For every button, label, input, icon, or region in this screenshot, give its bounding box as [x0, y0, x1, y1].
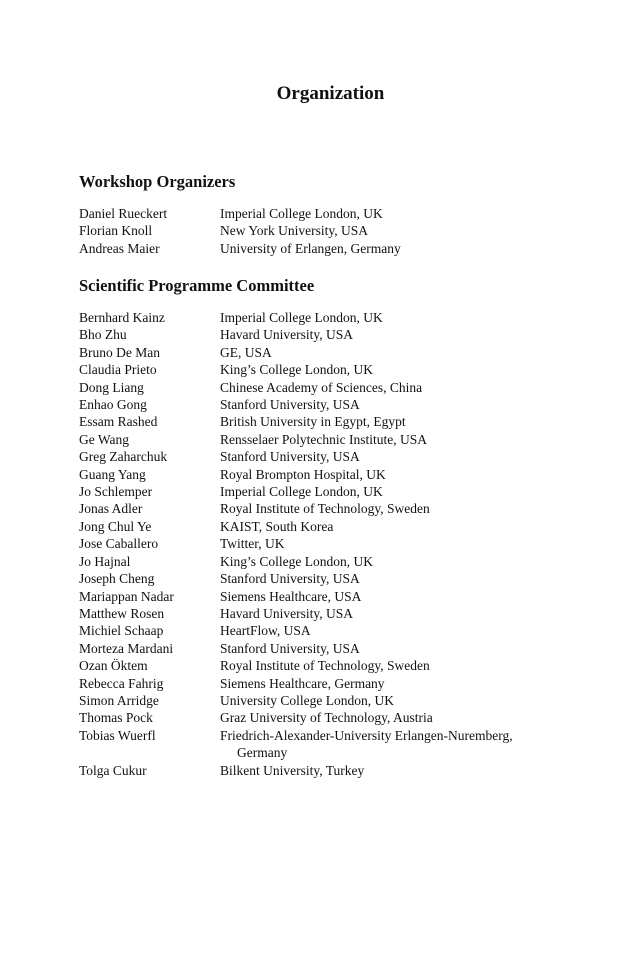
member-row [79, 240, 559, 257]
member-name: Michiel Schaap [79, 623, 164, 639]
member-name: Enhao Gong [79, 397, 147, 413]
member-row [79, 326, 559, 343]
member-affiliation: Siemens Healthcare, Germany [220, 675, 385, 691]
member-affiliation: British University in Egypt, Egypt [220, 414, 406, 430]
member-name: Thomas Pock [79, 710, 153, 726]
member-row [79, 675, 559, 692]
member-name: Jo Hajnal [79, 553, 131, 569]
member-row [79, 222, 559, 239]
member-affiliation: Havard University, USA [220, 605, 353, 621]
member-affiliation: Imperial College London, UK [220, 206, 383, 221]
member-name: Jong Chul Ye [79, 518, 152, 534]
member-name: Florian Knoll [79, 223, 153, 239]
member-affiliation: Graz University of Technology, Austria [220, 710, 433, 726]
scientific-committee-heading: Scientific Programme Committee [79, 276, 315, 295]
member-row [79, 588, 559, 605]
member-affiliation: GE, USA [220, 344, 272, 360]
member-row [79, 309, 559, 326]
member-row [79, 483, 559, 500]
scientific-committee-section [79, 276, 559, 779]
member-affiliation: KAIST, South Korea [220, 518, 334, 534]
member-affiliation: Twitter, UK [220, 536, 285, 552]
member-name: Essam Rashed [79, 414, 158, 430]
member-affiliation: HeartFlow, USA [220, 623, 311, 639]
member-affiliation: New York University, USA [220, 223, 369, 239]
member-row [79, 709, 559, 726]
member-row [79, 344, 559, 361]
member-row [79, 448, 559, 465]
member-affiliation: Havard University, USA [220, 327, 353, 343]
member-row [79, 657, 559, 674]
member-name: Tolga Cukur [79, 762, 147, 778]
scientific-committee-list [79, 309, 559, 779]
member-name: Jo Schlemper [79, 484, 153, 500]
member-affiliation: Stanford University, USA [220, 397, 360, 413]
workshop-organizers-list [79, 205, 559, 257]
member-name: Bruno De Man [79, 344, 160, 360]
member-row [79, 640, 559, 657]
member-affiliation: Stanford University, USA [220, 571, 360, 587]
member-affiliation: Royal Institute of Technology, Sweden [220, 501, 430, 517]
member-name: Rebecca Fahrig [79, 675, 164, 691]
member-affiliation: King’s College London, UK [220, 553, 373, 569]
member-affiliation: Friedrich-Alexander-University Erlangen-Nuremberg, Germany [220, 727, 513, 761]
member-row [79, 727, 559, 762]
member-affiliation: Royal Institute of Technology, Sweden [220, 658, 430, 674]
member-affiliation: University of Erlangen, Germany [220, 240, 401, 256]
member-affiliation: Rensselaer Polytechnic Institute, USA [220, 431, 427, 447]
member-name: Andreas Maier [79, 240, 160, 256]
workshop-organizers-section [79, 172, 559, 257]
member-row [79, 535, 559, 552]
member-affiliation: Imperial College London, UK [220, 484, 383, 500]
member-row [79, 622, 559, 639]
member-name: Bho Zhu [79, 327, 127, 343]
member-name: Jonas Adler [79, 501, 143, 517]
member-affiliation: Siemens Healthcare, USA [220, 588, 362, 604]
member-name: Joseph Cheng [79, 571, 155, 587]
member-name: Guang Yang [79, 466, 146, 482]
member-row [79, 605, 559, 622]
member-row [79, 570, 559, 587]
member-name: Tobias Wuerfl [79, 727, 156, 743]
member-affiliation: Bilkent University, Turkey [220, 762, 365, 778]
member-name: Dong Liang [79, 379, 144, 395]
member-name: Ozan Öktem [79, 658, 148, 674]
page-title: Organization [276, 83, 385, 104]
member-row [79, 518, 559, 535]
member-affiliation: King’s College London, UK [220, 362, 373, 378]
member-name: Matthew Rosen [79, 605, 165, 621]
member-name: Greg Zaharchuk [79, 449, 168, 465]
member-affiliation: Stanford University, USA [220, 640, 360, 656]
member-name: Jose Caballero [79, 536, 159, 552]
member-row [79, 762, 559, 779]
member-row [79, 500, 559, 517]
member-name: Ge Wang [79, 431, 130, 447]
member-affiliation: Stanford University, USA [220, 449, 360, 465]
workshop-organizers-heading: Workshop Organizers [79, 172, 236, 191]
member-name: Simon Arridge [79, 692, 159, 708]
member-name: Morteza Mardani [79, 640, 174, 656]
member-name: Claudia Prieto [79, 362, 157, 378]
member-affiliation: Chinese Academy of Sciences, China [220, 379, 423, 395]
member-row [79, 396, 559, 413]
member-row [79, 692, 559, 709]
member-row [79, 379, 559, 396]
member-row [79, 361, 559, 378]
member-row [79, 205, 559, 222]
member-row [79, 431, 559, 448]
member-affiliation: Imperial College London, UK [220, 310, 383, 325]
member-row [79, 466, 559, 483]
member-row [79, 413, 559, 430]
member-affiliation: Royal Brompton Hospital, UK [220, 466, 386, 482]
member-row [79, 553, 559, 570]
member-name: Bernhard Kainz [79, 310, 165, 325]
member-name: Daniel Rueckert [79, 206, 168, 221]
member-affiliation: University College London, UK [220, 692, 394, 708]
member-name: Mariappan Nadar [79, 588, 174, 604]
